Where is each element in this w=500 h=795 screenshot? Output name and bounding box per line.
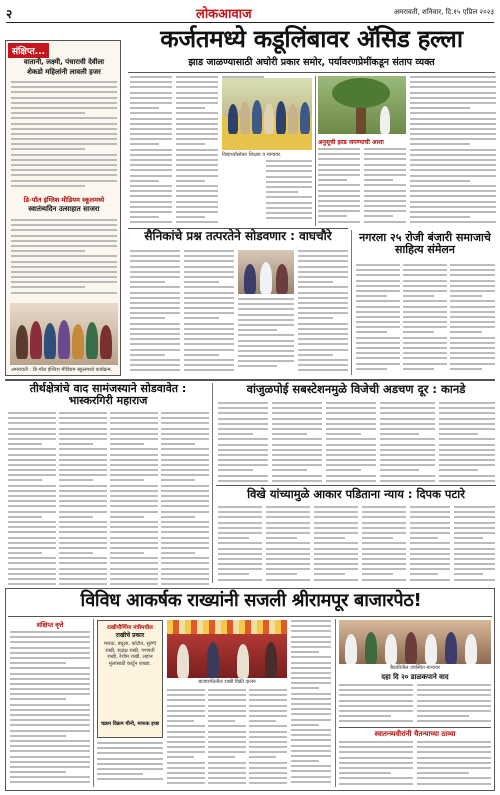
vikhe-body-6 <box>454 506 495 584</box>
right-story-body-1 <box>339 684 413 724</box>
vikhe-headline: विखे यांच्यामुळे आकार पडिताना न्याय : दिपक पटारे <box>247 487 465 501</box>
school-story-title: अनुसूची झाड जपण्याची आशा <box>318 139 384 146</box>
sainik-photo <box>238 250 294 294</box>
bottom-col2-body <box>97 742 163 786</box>
tirtha-body-3 <box>110 412 158 586</box>
vikhe-body-4 <box>362 506 406 584</box>
tirtha-body-2 <box>59 412 107 586</box>
bottom-col3-body-2 <box>208 689 246 786</box>
lead-body-col-right <box>410 76 496 226</box>
right-story-body-2 <box>417 684 491 724</box>
page-number: २ <box>6 7 13 21</box>
school-story-body-2 <box>364 148 406 226</box>
right-story-title: दहा दि २० डाळकपाने वाद <box>381 673 449 681</box>
sainik-body-1 <box>130 250 180 372</box>
brief-photo <box>10 303 118 365</box>
issue-date: अमरावती, शनिवार, दि.१५ एप्रिल २०२३ <box>393 8 494 16</box>
wanjulpoi-headline: वांजुळपोई सबस्टेशनमुळे विजेची अडचण दूर : कानडे <box>246 382 466 396</box>
lead-subhead: झाड जाळण्यासाठी अघोरी प्रकार समोर, पर्यावरणप्रेमींकडून संताप व्यक्त <box>188 57 435 68</box>
brief-box <box>5 40 121 376</box>
sainik-body-2 <box>184 250 234 372</box>
lead-body-col2 <box>176 76 218 226</box>
bottom-col4-body <box>291 620 331 786</box>
brief-headline-4: स्वातंत्र्यदिन उत्साहात साजरा <box>28 205 100 213</box>
bottom-feature-box <box>5 588 495 791</box>
school-story-body-1 <box>318 148 360 226</box>
tree-photo <box>318 76 406 134</box>
vikhe-body-2 <box>266 506 310 584</box>
wanjulpoi-body-2 <box>272 402 322 482</box>
school-photo <box>222 78 312 150</box>
sammelan-body-2 <box>403 264 447 372</box>
school-photo-caption: विद्यार्थ्यांसोबत शिक्षक व मान्यवर. <box>222 152 282 158</box>
lead-body-col4 <box>266 160 312 226</box>
newspaper-logo: लोकआवाज <box>196 7 252 22</box>
bottom-col3-body-3 <box>249 689 287 786</box>
brief-headline-3: डि-पॉल इंग्लिश मीडियम स्कूलमध्ये <box>23 196 105 204</box>
wanjulpoi-body-1 <box>218 402 268 482</box>
lead-body-col1 <box>130 76 172 226</box>
meeting-photo <box>339 620 491 664</box>
bottom-col1-body <box>10 631 90 786</box>
bottom-headline: विविध आकर्षक राख्यांनी सजली श्रीरामपूर बाजारपेठ! <box>80 590 422 611</box>
brief-label: संक्षिप्त... <box>8 43 49 58</box>
lead-headline: कर्जतमध्ये कडूलिंबावर अ‍ॅसिड हल्ला <box>160 25 463 53</box>
wanjulpoi-body-5 <box>439 402 495 482</box>
rakhi-box-title: राखीपौर्णिमा मंत्रीमधील <box>107 625 153 631</box>
brief-body-1 <box>11 81 117 191</box>
masthead <box>6 3 494 23</box>
tirtha-body-1 <box>8 412 56 586</box>
rakhi-types-list: मराठा, बंधूला, कोटीत, सुरंगी राखी, रुद्राक्ष राखी, गणपती राखी, रेशीम राखी, लहान मुलांसाठी कार्टून राख्या. <box>103 641 157 667</box>
bottom-col1-title: संक्षिप्त वृत्ते <box>36 621 64 629</box>
wanjulpoi-body-3 <box>326 402 376 482</box>
meeting-caption: बैठकीतील उपस्थित मान्यवर <box>390 665 440 671</box>
brief-headline-2: शेकडो महिलांनी लावली हजर <box>27 68 101 76</box>
sainik-body-3 <box>238 298 294 372</box>
tirtha-body-4 <box>161 412 209 586</box>
vikhe-body-3 <box>314 506 358 584</box>
right-story-body-4 <box>417 741 491 786</box>
vikhe-body-1 <box>218 506 262 584</box>
sammelan-headline: नगरला २५ रोजी बंजारी समाजाचे साहित्य संमेलन <box>359 231 491 256</box>
tirtha-headline: तीर्थक्षेत्रांचे वाद सामंजस्याने सोडवावेत : भास्करगिरी महाराज <box>29 382 187 407</box>
rakhi-box-title-2: राखीचे प्रकार <box>115 632 145 639</box>
wanjulpoi-body-4 <box>380 402 435 482</box>
brief-body-2 <box>11 219 117 297</box>
sainik-headline: सैनिकांचे प्रश्न तत्परतेने सोडवणार : वाघचौरे <box>144 229 332 243</box>
right-story-subhead: स्वातन्त्र्यवीरांनी चैतन्याच्या ठाव्या <box>374 730 456 738</box>
bottom-col3-body-1 <box>167 689 205 786</box>
rakhi-stall-caption: बाजारपेठेतील राखी विक्री दालन <box>198 679 256 685</box>
sainik-body-4 <box>298 250 348 372</box>
vikhe-body-5 <box>410 506 450 584</box>
rakhi-box-footer: चक्रम विक्रम चीनी, माफक इच्छ <box>100 721 160 727</box>
right-story-body-3 <box>339 741 413 786</box>
rakhi-types-box <box>97 620 163 738</box>
sammelan-body-3 <box>450 264 495 372</box>
sammelan-body-1 <box>356 264 400 372</box>
brief-headline-1: वातानी, लक्ष्मी, पंधारावी देवीला <box>23 58 105 66</box>
rakhi-stall-photo <box>167 620 287 678</box>
brief-caption: अमरावती : डि-पॉल इंग्लिश मीडियम स्कूलमध्ये कार्यक्रम. <box>11 367 113 373</box>
